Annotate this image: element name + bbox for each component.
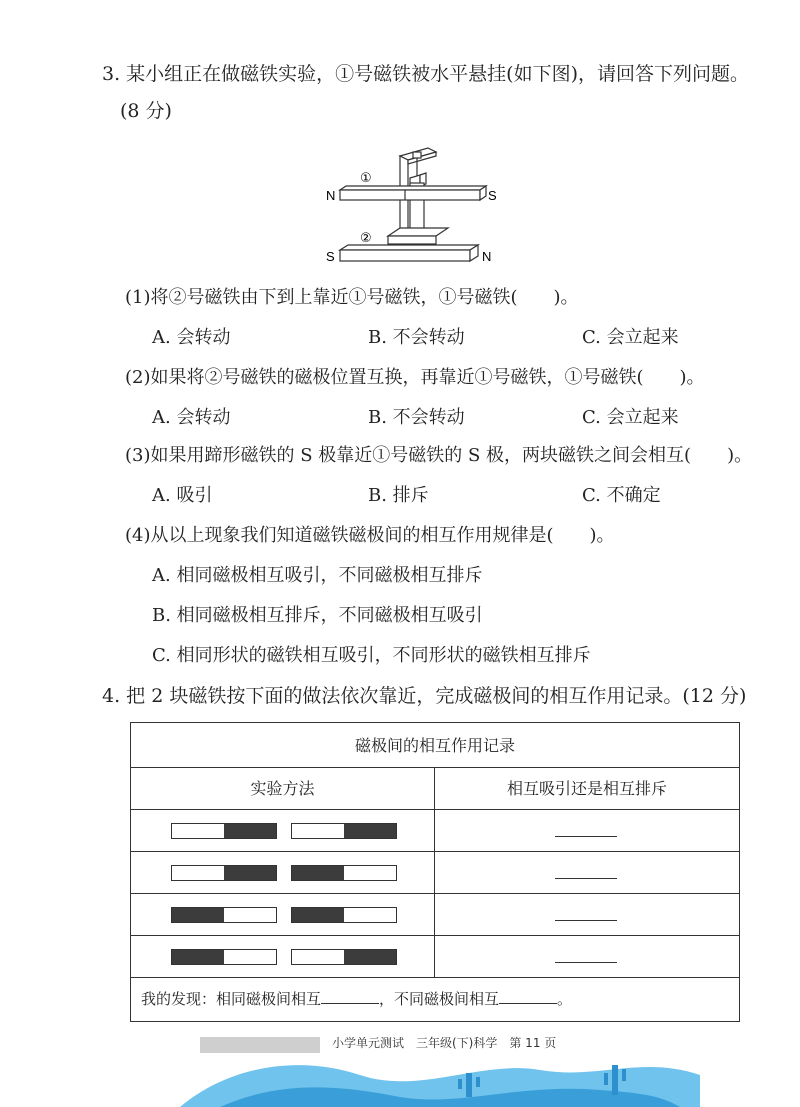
magnet-right (291, 907, 397, 923)
magnet-left (171, 865, 277, 881)
finding-prefix: 我的发现：相同磁极间相互 (141, 990, 322, 1008)
q3-sub3-option-a[interactable]: A. 吸引 (152, 485, 213, 506)
table-header (131, 768, 739, 810)
mark-2: ② (360, 231, 372, 246)
q3-title: 3. 某小组正在做磁铁实验，①号磁铁被水平悬挂(如下图)，请回答下列问题。 (102, 63, 749, 85)
q3-sub2-option-a[interactable]: A. 会转动 (152, 407, 231, 428)
method-cell (131, 852, 435, 893)
result-cell (435, 852, 739, 893)
magnet-pole-dark (292, 908, 344, 922)
result-cell (435, 810, 739, 851)
result-cell (435, 936, 739, 977)
q3-sub1-option-c[interactable]: C. 会立起来 (582, 327, 679, 348)
answer-blank[interactable] (555, 836, 617, 837)
magnet-pole-light (224, 908, 276, 922)
q3-sub4-option-c[interactable]: C. 相同形状的磁铁相互吸引，不同形状的磁铁相互排斥 (152, 645, 591, 666)
magnet-pole-light (172, 824, 224, 838)
q3-sub3-text: (3)如果用蹄形磁铁的 S 极靠近①号磁铁的 S 极，两块磁铁之间会相互( )。 (125, 445, 753, 466)
magnet-2 (340, 245, 478, 261)
pole-n-bottom: N (482, 249, 492, 264)
table-row (131, 936, 739, 978)
q3-sub3-option-c[interactable]: C. 不确定 (582, 485, 661, 506)
magnet-pole-dark (172, 950, 224, 964)
magnet-pole-light (344, 908, 396, 922)
finding-mid: ，不同磁极间相互 (379, 990, 500, 1008)
q3-sub1-option-b[interactable]: B. 不会转动 (368, 327, 465, 348)
table-caption: 磁极间的相互作用记录 (131, 723, 739, 768)
magnet-1 (340, 186, 486, 200)
magnet-pole-light (292, 824, 344, 838)
answer-blank[interactable] (555, 920, 617, 921)
magnet-left (171, 823, 277, 839)
mark-1: ① (360, 171, 372, 186)
pole-n-top: N (326, 188, 336, 203)
stand-base (388, 228, 448, 244)
magnet-pole-dark (224, 866, 276, 880)
q3-sub4-text: (4)从以上现象我们知道磁铁磁极间的相互作用规律是( )。 (125, 525, 615, 546)
finding-blank-different[interactable] (499, 985, 557, 1004)
answer-blank[interactable] (555, 878, 617, 879)
pole-s-bottom: S (326, 249, 335, 264)
q3-sub4-option-a[interactable]: A. 相同磁极相互吸引，不同磁极相互排斥 (152, 565, 483, 586)
magnet-right (291, 823, 397, 839)
q3-sub3-option-b[interactable]: B. 排斥 (368, 485, 429, 506)
footer-text: 小学单元测试 三年级(下)科学 第 11 页 (332, 1036, 557, 1050)
method-cell (131, 810, 435, 851)
magnet-pole-dark (344, 950, 396, 964)
q3-sub2-option-c[interactable]: C. 会立起来 (582, 407, 679, 428)
magnet-pole-light (344, 866, 396, 880)
magnet-right (291, 949, 397, 965)
q3-sub1-option-a[interactable]: A. 会转动 (152, 327, 231, 348)
magnet-pole-dark (344, 824, 396, 838)
magnet-pole-dark (224, 824, 276, 838)
magnet-pole-light (172, 866, 224, 880)
magnet-right (291, 865, 397, 881)
interaction-record-table (130, 722, 740, 1022)
answer-blank[interactable] (555, 962, 617, 963)
finding-line (131, 978, 749, 1021)
table-row (131, 810, 739, 852)
magnet-pole-light (224, 950, 276, 964)
finding-blank-same[interactable] (321, 985, 379, 1004)
magnet-left (171, 949, 277, 965)
table-row (131, 894, 739, 936)
magnet-pole-light (292, 950, 344, 964)
q4-title: 4. 把 2 块磁铁按下面的做法依次靠近，完成磁极间的相互作用记录。(12 分) (102, 685, 747, 707)
q3-sub1-text: (1)将②号磁铁由下到上靠近①号磁铁，①号磁铁( )。 (125, 287, 579, 308)
header-method: 实验方法 (131, 768, 435, 809)
finding-end: 。 (557, 990, 573, 1008)
q3-sub2-text: (2)如果将②号磁铁的磁极位置互换，再靠近①号磁铁，①号磁铁( )。 (125, 367, 705, 388)
method-cell (131, 894, 435, 935)
q3-sub2-option-b[interactable]: B. 不会转动 (368, 407, 465, 428)
magnet-left (171, 907, 277, 923)
q3-score: (8 分) (120, 100, 172, 122)
blurred-header (200, 1037, 320, 1053)
q3-sub4-option-b[interactable]: B. 相同磁极相互排斥，不同磁极相互吸引 (152, 605, 483, 626)
header-result: 相互吸引还是相互排斥 (506, 779, 667, 798)
method-cell (131, 936, 435, 977)
magnet-experiment-figure (310, 138, 510, 273)
magnet-pole-dark (172, 908, 224, 922)
table-row (131, 852, 739, 894)
result-cell (435, 894, 739, 935)
pole-s-top: S (488, 188, 497, 203)
magnet-pole-dark (292, 866, 344, 880)
